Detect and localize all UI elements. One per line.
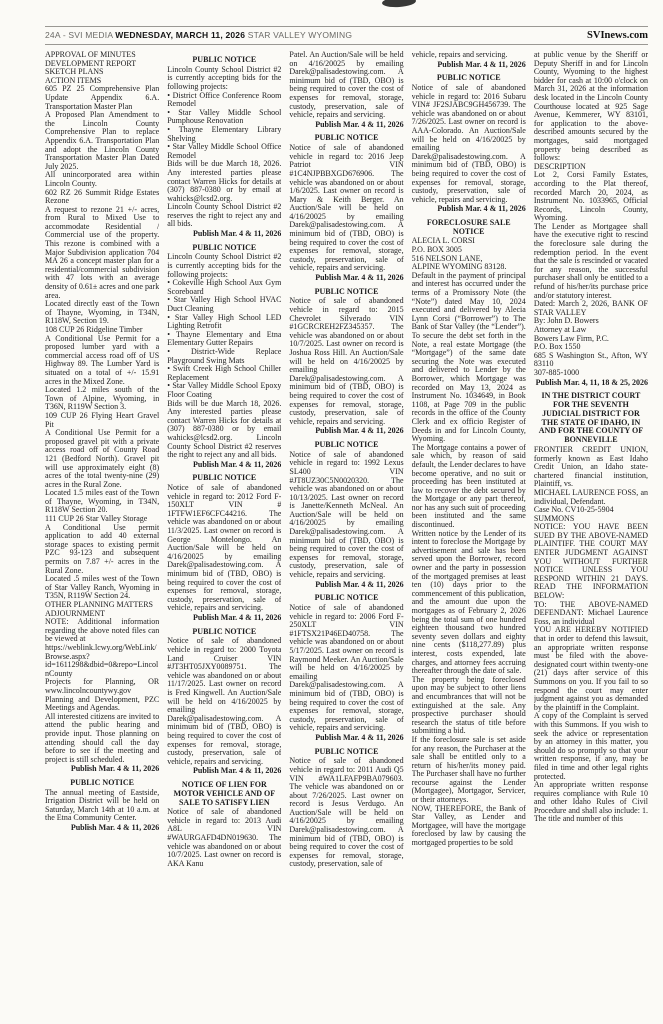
notice-paragraph: Notice of sale of abandoned vehicle in regard to: 2013 Audi A8L VIN #WAURGAFD4DN019630. The vehicle was abandoned on or about 10/7/2025. Last owner on record is AKA Kanu xyxy=(167,807,282,868)
notice-heading: PUBLIC NOTICE xyxy=(192,626,257,636)
notice-paragraph: Bowers Law Firm, P.C. xyxy=(533,333,609,343)
notice-paragraph: A Conditional Use permit application to add 40 external storage spaces to existing permit PZC 93-123 and subsequent permits on 7.87 +/- acres in the Rural Zone. xyxy=(45,522,160,575)
publish-line: Publish Mar. 4 & 11, 2026 xyxy=(315,732,404,742)
publish-line: Publish Mar. 4 & 11, 2026 xyxy=(193,613,282,623)
notice-paragraph: Lot 2, Corsi Family Estates, according to the Plat thereof, recorded March 20, 2024, as Instrument No. 1033965, Official Records, Lincoln County, Wyoming. xyxy=(533,170,649,223)
notice-paragraph: ALPINE WYOMING 83128. xyxy=(411,262,507,272)
columns xyxy=(45,51,648,1003)
notice-paragraph: Lincoln County School District #2 is currently accepting bids for the following projects: xyxy=(167,64,282,91)
notice-heading: PUBLIC NOTICE xyxy=(70,777,134,787)
notice-paragraph: TO: THE ABOVE-NAMED DEFENDANT: Michael Laurence Foss, an individual xyxy=(533,599,649,626)
publish-line: Publish Mar. 4 & 11, 2026 xyxy=(437,204,526,214)
masthead xyxy=(45,26,648,45)
notice-paragraph: Located directly east of the Town of Thayne, Wyoming, in T34N, R118W, Section 19. xyxy=(45,299,160,326)
notice-heading: PUBLIC NOTICE xyxy=(314,133,379,143)
news-column-4 xyxy=(412,51,526,1003)
notice-paragraph: Case No. CV10-25-5904 xyxy=(533,505,614,515)
notice-paragraph: Notice of sale of abandoned vehicle in regard to: 2000 Toyota Land Cruiser VIN #JT3HT05JXY0089751. The vehicle was abandoned on or about 11/17/2025. Last owner on record is Fred Kingwell. An Auction/Sale will be held on 4/16/20025 by emailing Darek@palisadestowing.com. A minimum bid of (TBD, OBO) is being required to cover the cost of expenses for removal, storage, custody, preservation, sale of vehicle, repairs and servicing. xyxy=(167,636,282,766)
notice-paragraph: P.O. Box 1550 xyxy=(533,342,581,352)
notice-heading: FORECLOSURE SALE NOTICE xyxy=(426,217,511,236)
notice-paragraph: YOU ARE HEREBY NOTIFIED that in order to defend this lawsuit, an appropriate written response must be filed with the above-designated court within twenty-one (21) days after service of this Summons on you. If you fail to so respond the court may enter judgment against you as demanded by the plaintiff in the Complaint. xyxy=(533,625,649,712)
notice-paragraph: Written notice by the Lender of its intent to foreclose the Mortgage by advertisement and sale has been served upon the Borrower, record owner and the party in possession of the mortgaged premises at least ten (10) days prior to the commencement of this publication, and the amount due upon the mortgages as of February 2, 2026 being the total sum of one hundred eighteen thousand two hundred seventy seven dollars and eighty nine cents ($118,277.89) plus interest, costs expended, late charges, and attorney fees accruing thereafter through the date of sale. xyxy=(411,528,526,676)
notice-heading: PUBLIC NOTICE xyxy=(314,286,379,296)
notice-paragraph: • Star Valley Middle School Office Remodel xyxy=(167,142,282,160)
notice-paragraph: MICHAEL LAURENCE FOSS, an individual, Defendant. xyxy=(533,487,649,506)
notice-paragraph: at public venue by the Sheriff or Deputy Sheriff in and for Lincoln County, Wyoming to the highest bidder for cash at 10:00 o'clock on March 31, 2026 at the information desk located in the Lincoln County Courthouse located at 925 Sage Avenue, Kemmerer, WY 83101, for application to the above-described amounts secured by the mortgages, said mortgaged property being described as follows: xyxy=(533,51,649,163)
notice-paragraph: ADJOURNMENT xyxy=(45,608,105,618)
notice-heading: PUBLIC NOTICE xyxy=(192,55,257,64)
notice-heading: PUBLIC NOTICE xyxy=(314,746,379,756)
notice-paragraph: The property being foreclosed upon may be subject to other liens and encumbrances that will not be extinguished at the sale. Any prospective purchaser should research the status of title before submitting a bid. xyxy=(411,674,526,736)
publish-line: Publish Mar. 4 & 11, 2026 xyxy=(315,273,404,283)
news-column-1 xyxy=(45,51,159,1003)
page-number-brand: 24A - SVI MEDIA xyxy=(45,30,113,40)
notice-paragraph: A Conditional Use Permit for a proposed gravel pit with a private access road off of County Road 121 (Bedford North). Gravel pit will use approximately eight (8) acres of the total twenty-nine (29) acres in the Rural Zone. xyxy=(45,428,160,489)
notice-heading: PUBLIC NOTICE xyxy=(314,593,379,603)
notice-heading: IN THE DISTRICT COURT FOR THE SEVENTH JUDICIAL DISTRICT FOR THE STATE OF IDAHO, IN AND FOR THE COUNTY OF BONNEVILLE xyxy=(538,391,644,445)
notice-heading: PUBLIC NOTICE xyxy=(314,439,379,449)
notice-paragraph: FRONTIER CREDIT UNION, formerly known as East Idaho Credit Union, an Idaho state-chartered financial institution, Plaintiff, vs. xyxy=(533,444,649,489)
notice-paragraph: • Swift Creek High School Chiller Replacement xyxy=(167,364,282,382)
notice-paragraph: • Star Valley Middle School Pumphouse Renovation xyxy=(167,107,282,126)
notice-heading: NOTICE OF LIEN FOR MOTOR VEHICLE AND OF SALE TO SATISFY LIEN xyxy=(173,779,276,807)
notice-paragraph: An appropriate written response requires compliance with Rule 10 and other Idaho Rules of Civil Procedure and shall also include: 1. The title and number of this xyxy=(533,780,649,824)
notice-paragraph: • Thayne Elementary Library Shelving xyxy=(167,124,282,143)
notice-paragraph: Notice of sale of abandoned vehicle in regard to: 2015 Chevrolet Silverado VIN #1GCRCREH2FZ345357. The vehicle was abandoned on or about 10/7/2025. Last owner on record is Joshua Ross Hill. An Auction/Sale will be held on 4/16/20025 by emailing Darek@palisadestowing.com. A minimum bid of (TBD, OBO) is being required to cover the cost of expenses for removal, storage, custody, preservation, sale of vehicle, repairs and servicing. xyxy=(289,296,404,426)
notice-paragraph: APPROVAL OF MINUTES xyxy=(45,51,136,59)
notice-heading: PUBLIC NOTICE xyxy=(192,242,257,252)
publish-line: Publish Mar. 4 & 11, 2026 xyxy=(70,823,160,833)
notice-paragraph: Notice of sale of abandoned vehicle in regard to: 1992 Lexus SL400 VIN #JT8UZ30C5N0020320. The vehicle was abandoned on or about 10/13/2025. Last owner on record is Janette/Kenneth McNeal. An Auction/Sale will be held on 4/16/20025 by emailing Darek@palisadestowing.com. A minimum bid of (TBD, OBO) is being required to cover the cost of expenses for removal, storage, custody, preservation, sale of vehicle, repairs and servicing. xyxy=(289,449,404,580)
notice-paragraph: • District Office Conference Room Remodel xyxy=(167,90,282,109)
publish-line: Publish Mar. 4 & 11, 2026 xyxy=(193,229,282,239)
publish-line: Publish Mar. 4 & 11, 2026 xyxy=(70,764,160,774)
notice-paragraph: • District-Wide Replace Playground Swing Mats xyxy=(167,347,282,365)
notice-paragraph: DEVELOPMENT REPORT xyxy=(45,58,137,68)
notice-paragraph: Lincoln County School District #2 reserves the right to reject any and all bids. xyxy=(167,202,282,229)
notice-paragraph: 516 NELSON LANE, xyxy=(411,253,483,263)
notice-paragraph: If the foreclosure sale is set aside for any reason, the Purchaser at the sale shall be entitled only to a return of his/her/its money paid. The Purchaser shall have no further recourse against the Lender (Mortgagee), Mortgagor, Servicer, or their attorneys. xyxy=(411,734,526,805)
notice-paragraph: • Star Valley High School HVAC Duct Cleaning xyxy=(167,295,282,314)
notice-paragraph: Projects for Planning, OR www.lincolncountywy.gov Planning and Development, PZC Meetings and Agendas. xyxy=(45,677,160,713)
notice-paragraph: The annual meeting of Eastside, Irrigation District will be held on Saturday, March 14th at 10 a.m. at the Etna Community Center. xyxy=(45,787,160,823)
publish-line: Publish Mar. 4 & 11, 2026 xyxy=(315,426,404,436)
notice-paragraph: Located 1.5 miles east of the Town of Thayne, Wyoming, in T34N, R118W Section 20. xyxy=(45,488,160,515)
notice-paragraph: • Star Valley Middle School Epoxy Floor Coating xyxy=(167,381,282,399)
notice-paragraph: Located 1.2 miles south of the Town of Alpine, Wyoming, in T36N, R119W Section 3. xyxy=(45,385,160,412)
notice-paragraph: https://weblink.lcwy.org/WebLink/Browse.aspx?id=1611298&dbid=0&repo=LincolnCounty xyxy=(45,642,159,678)
notice-paragraph: Notice of sale of abandoned vehicle in regard to: 2006 Ford F-250XLT VIN #1FTSX21P46ED40758. The vehicle was abandoned on or about 5/17/2025. Last owner on record is Raymond Meeker. An Auction/Sale will be held on 4/16/20025 by emailing Darek@palisadestowing.com. A minimum bid of (TBD, OBO) is being required to cover the cost of expenses for removal, storage, custody, preservation, sale of vehicle, repairs and servicing. xyxy=(289,603,404,733)
news-column-3 xyxy=(289,51,403,1003)
notice-paragraph: 602 RZ 26 Summit Ridge Estates Rezone xyxy=(45,187,160,206)
notice-heading: PUBLIC NOTICE xyxy=(436,73,501,83)
notice-paragraph: vehicle, repairs and servicing. xyxy=(411,51,508,59)
notice-paragraph: OTHER PLANNING MATTERS xyxy=(45,600,153,609)
notice-paragraph: Bids will be due March 18, 2026. Any interested parties please contact Warren Hicks for details at (307) 887-0380 or by email at wahicks@lcsd2.org. xyxy=(167,159,282,203)
site-url: SVInews.com xyxy=(587,30,648,41)
notice-paragraph: NOTE: Additional information regarding the above noted files can be viewed at xyxy=(45,617,160,644)
notice-paragraph: A copy of the Complaint is served with this Summons. If you wish to seek the advice or representation by an attorney in this matter, you should do so promptly so that your written response, if any, may be filed in time and other legal rights protected. xyxy=(533,711,649,781)
notice-paragraph: Bids will be due March 18, 2026. Any interested parties please contact Warren Hicks for details at (307) 887-0380 or by email wahicks@lcsd2.org. Lincoln County School District #2 reserves the right to reject any and all bids. xyxy=(167,398,282,460)
notice-paragraph: Located .5 miles west of the Town of Star Valley Ranch, Wyoming in T35N, R119W Section 24. xyxy=(45,574,160,601)
notice-paragraph: The Mortgage contains a power of sale which, by reason of said default, the Lender declares to have become operative, and no suit or proceeding has been instituted at law to recover the debt secured by the Mortgage or any part thereof, nor has any such suit of proceeding been instituted and the same discontinued. xyxy=(411,442,526,530)
notice-paragraph: • Thayne Elementary and Etna Elementary Gutter Repairs xyxy=(167,329,282,348)
notice-paragraph: Dated: March 2, 2026, BANK OF STAR VALLEY xyxy=(533,299,649,317)
notice-paragraph: 109 CUP 26 Flying Heart Gravel Pit xyxy=(45,410,160,429)
notice-paragraph: SKETCH PLANS xyxy=(45,67,104,77)
notice-paragraph: A request to rezone 21 +/- acres, from Rural to Mixed Use to accommodate Residential / Commercial use of the property. This rezone is combined with a Major Subdivision application 704 MA 26 a concept master plan for a residential/commercial subdivision with 47 lots with an average density of 0.61± acres and one park area. xyxy=(45,204,160,300)
notice-paragraph: • Cokeville High School Aux Gym Scoreboard xyxy=(167,278,282,296)
notice-paragraph: Notice of sale of abandoned vehicle in regard to: 2016 Jeep Patriot VIN #1C4NJPBBXGD676906. The vehicle was abandoned on or about 1/6/2025. Last owner on record is Mary & Keith Berger. An Auction/Sale will be held on 4/16/20025 by emailing Darek@palisadestowing.com. A minimum bid of (TBD, OBO) is being required to cover the cost of expenses for removal, storage, custody, preservation, sale of vehicle, repairs and servicing. xyxy=(289,143,404,273)
issue-location: STAR VALLEY WYOMING xyxy=(247,30,353,40)
notice-heading: PUBLIC NOTICE xyxy=(192,473,257,483)
notice-paragraph: ALECIA L. CORSI xyxy=(411,236,475,246)
publish-line: Publish Mar. 4 & 11, 2026 xyxy=(315,579,404,589)
issue-date: WEDNESDAY, MARCH 11, 2026 xyxy=(115,30,246,40)
notice-paragraph: Notice of sale of abandoned vehicle in regard to: 2012 Ford F-150XLT VIN # 1FTFW1EF6CFC44216. The vehicle was abandoned on or about 11/3/2025. Last owner on record is George Montelongo. An Auction/Sale will be held on 4/16/20025 by emailing Darek@palisadestowing.com. A minimum bid of (TBD, OBO) is being required to cover the cost of expenses for removal, storage, custody, preservation, sale of vehicle, repairs and servicing. xyxy=(167,483,282,613)
masthead-left xyxy=(45,30,352,40)
notice-paragraph: Lincoln County School District #2 is currently accepting bids for the following projects: xyxy=(167,252,282,279)
notice-paragraph: NOTICE: YOU HAVE BEEN SUED BY THE ABOVE-NAMED PLAINTIFF. THE COURT MAY ENTER JUDGMENT AGAINST YOU WITHOUT FURTHER NOTICE UNLESS YOU RESPOND WITHIN 21 DAYS. READ THE INFORMATION BELOW: xyxy=(533,522,649,601)
publish-line: Publish Mar. 4, 11, 18 & 25, 2026 xyxy=(535,377,649,387)
notice-paragraph: Patel. An Auction/Sale will be held on 4/16/20025 by emailing Darek@palisadestowing.com. A minimum bid of (TBD, OBO) is being required to cover the cost of expenses for removal, storage, custody, preservation, sale of vehicle, repairs and servicing. xyxy=(289,51,404,120)
news-column-5 xyxy=(534,51,648,1003)
publish-line: Publish Mar. 4 & 11, 2026 xyxy=(193,766,282,776)
notice-paragraph: Default in the payment of principal and interest has occurred under the terms of a Promissory Note (the “Note”) dated May 10, 2024 executed and delivered by Alecia Lynn Corsi (“Borrower”) to The Bank of Star Valley (the “Lender”). To secure the debt set forth in the Note, a real estate Mortgage (the “Mortgage”) of the same date securing the Note was executed and delivered to Lender by the Borrower, which Mortgage was recorded on May 13, 2024 as Instrument No. 1034649, in Book 1108, at Page 709 in the public records in the office of the County Clerk and ex officio Register of Deeds in and for Lincoln County, Wyoming. xyxy=(411,270,526,444)
notice-paragraph: Notice of sale of abandoned vehicle in regard to: 2011 Audi Q5 VIN #WA1LFAFP9BA079603. The vehicle was abandoned on or about 7/26/2025. Last owner on record is Jesus Verdugo. An Auction/Sale will be held on 4/16/20025 by emailing Darek@palisadestowing.com. A minimum bid of (TBD, OBO) is being required to cover the cost of expenses for removal, storage, custody, preservation, sale of xyxy=(289,756,404,869)
notice-paragraph: All unincorporated area within Lincoln County. xyxy=(45,170,160,188)
notice-paragraph: SUMMONS xyxy=(533,513,575,523)
notice-paragraph: DESCRIPTION xyxy=(533,161,586,171)
publish-line: Publish Mar. 4 & 11, 2026 xyxy=(193,459,282,469)
publish-line: Publish Mar. 4 & 11, 2026 xyxy=(437,59,526,69)
notice-paragraph: A Conditional Use Permit for a proposed lumber yard with a commercial access road off of US Highway 89. The Lumber Yard is situated on a total of +/- 15.91 acres in the Mixed Zone. xyxy=(45,333,160,386)
notice-paragraph: 108 CUP 26 Ridgeline Timber xyxy=(45,325,143,334)
notice-paragraph: 605 PZ 25 Comprehensive Plan Update Appendix 6.A. Transportation Master Plan xyxy=(45,84,160,111)
notice-paragraph: 685 S Washington St., Afton, WY 83110 xyxy=(533,350,649,369)
publish-line: Publish Mar. 4 & 11, 2026 xyxy=(315,119,404,129)
notice-paragraph: By: John D. Bowers xyxy=(533,316,599,326)
notice-paragraph: Attorney at Law xyxy=(533,325,587,334)
news-column-2 xyxy=(167,51,281,1003)
notice-paragraph: 307-885-1000 xyxy=(533,367,580,377)
notice-paragraph: The Lender as Mortgagee shall have the executive right to rescind the foreclosure sale during the redemption period. In the event that the sale is rescinded or vacated for any reason, the successful purchaser shall only be entitled to a refund of his/her/its purchase price and/or statutory interest. xyxy=(533,221,649,300)
notice-paragraph: ACTION ITEMS xyxy=(45,75,102,85)
notice-paragraph: All interested citizens are invited to attend the public hearing and provide input. Those planning on attending should call the day before to see if the meeting and project is still scheduled. xyxy=(45,711,160,764)
notice-paragraph: 111 CUP 26 Star Valley Storage xyxy=(45,514,148,524)
notice-paragraph: • Star Valley High School LED Lighting Retrofit xyxy=(167,312,282,331)
print-smudge-artifact xyxy=(382,0,417,8)
notice-paragraph: NOW, THEREFORE, the Bank of Star Valley, as Lender and Mortgagee, will have the mortgage foreclosed by law by causing the mortgaged properties to be sold xyxy=(411,803,526,848)
notice-paragraph: P.O. BOX 3005 xyxy=(411,245,462,255)
notice-paragraph: A Proposed Plan Amendment to the Lincoln County Comprehensive Plan to replace Appendix 6.A. Transportation Plan and adopt the Lincoln County Transportation Master Plan Dated July 2025. xyxy=(45,110,160,171)
notice-paragraph: Notice of sale of abandoned vehicle in regard to: 2016 Subaru VIN# JF2SJABC9GH456739. The vehicle was abandoned on or about 7/26/2025. Last owner on record is AAA-Colorado. An Auction/Sale will be held on 4/16/20025 by emailing Darek@palisadestowing.com. A minimum bid of (TBD, OBO) is being required to cover the cost of expenses for removal, storage, custody, preservation, sale of vehicle, repairs and servicing. xyxy=(411,82,526,204)
